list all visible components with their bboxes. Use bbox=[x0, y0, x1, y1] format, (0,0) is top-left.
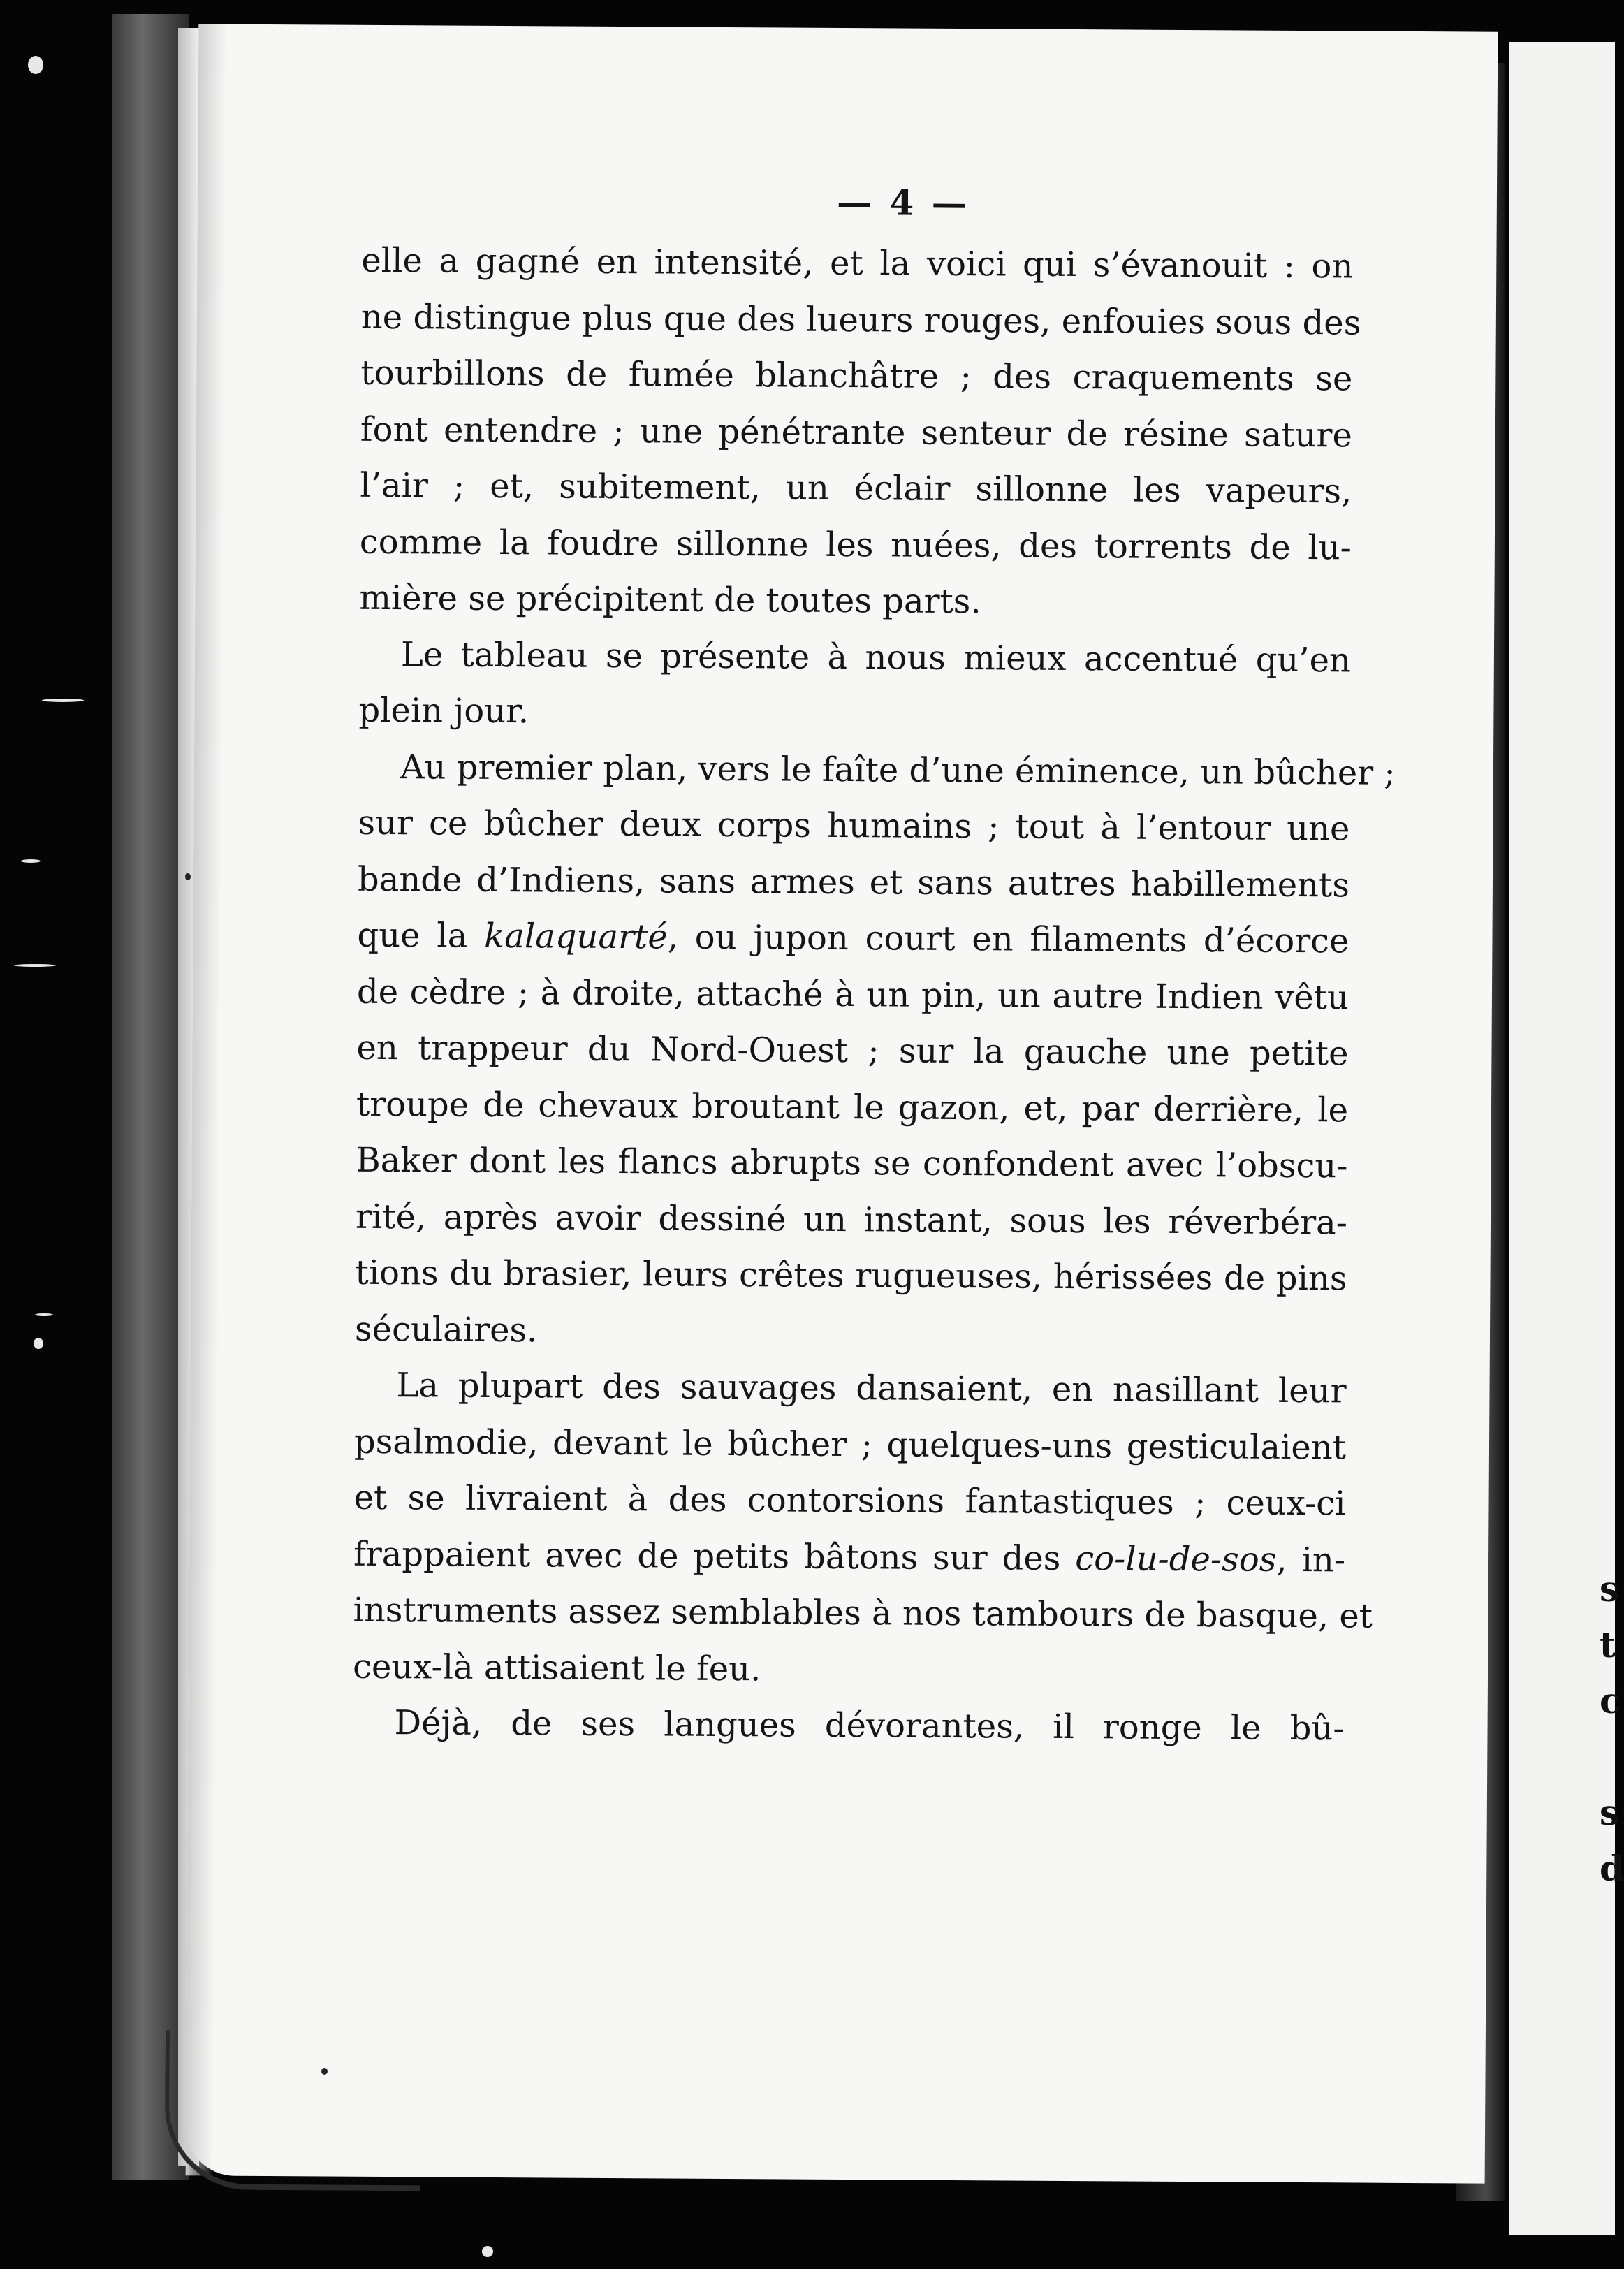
text-line: rité, après avoir dessiné un instant, sous les réverbéra- bbox=[355, 1197, 1348, 1242]
paragraph bbox=[354, 738, 1396, 1363]
next-page-fragment: s bbox=[1600, 1568, 1620, 1610]
text-line: ne distingue plus que des lueurs rouges, enfouies sous des bbox=[360, 297, 1361, 343]
text-line: instruments assez semblables à nos tambours de basque, et bbox=[353, 1590, 1373, 1636]
text-line-with-italic: frappaient avec de petits bâtons sur des co-lu-de-sos, in- bbox=[353, 1534, 1346, 1579]
text-line: de cèdre ; à droite, attaché à un pin, un autre Indien vêtu bbox=[356, 972, 1349, 1017]
next-page-fragment: d bbox=[1600, 1848, 1624, 1889]
paragraph bbox=[352, 1357, 1373, 1701]
text-line: en trappeur du Nord-Ouest ; sur la gauche une petite bbox=[356, 1028, 1349, 1074]
book-binding bbox=[112, 14, 189, 2180]
italic-term: co-lu-de-sos bbox=[1075, 1538, 1277, 1579]
paragraph bbox=[352, 1695, 1344, 1757]
text-line: elle a gagné en intensité, et la voici qui s’évanouit : on bbox=[361, 240, 1354, 286]
italic-term: kalaquarté bbox=[483, 916, 668, 957]
text-line: tions du brasier, leurs crêtes rugueuses, hérissées de pins bbox=[355, 1253, 1347, 1299]
next-page-sliver bbox=[1509, 42, 1615, 2235]
text-line: et se livraient à des contorsions fantastiques ; ceux-ci bbox=[353, 1478, 1346, 1524]
page-number: — 4 — bbox=[836, 181, 970, 224]
page-text bbox=[352, 179, 1396, 1757]
scan-speck bbox=[21, 859, 41, 863]
paragraph bbox=[359, 233, 1361, 632]
text-line: troupe de chevaux broutant le gazon, et, par derrière, le bbox=[356, 1084, 1349, 1130]
text-line: ceux-là attisaient le feu. bbox=[352, 1647, 761, 1688]
next-page-fragment: c bbox=[1600, 1680, 1621, 1721]
page-sheet bbox=[186, 24, 1498, 2183]
text-line: comme la foudre sillonne les nuées, des torrents de lu- bbox=[359, 522, 1352, 567]
text-line: l’air ; et, subitement, un éclair sillonne les vapeurs, bbox=[360, 465, 1352, 511]
text-line: plein jour. bbox=[358, 690, 529, 731]
scan-speck bbox=[14, 964, 56, 967]
scan-speck bbox=[35, 1313, 53, 1316]
scan-speck bbox=[321, 2068, 328, 2075]
text-line: Au premier plan, vers le faîte d’une éminence, un bûcher ; bbox=[400, 747, 1396, 793]
scan-speck bbox=[28, 56, 43, 74]
text-line: séculaires. bbox=[354, 1309, 538, 1350]
text-line: Baker dont les flancs abrupts se confondent avec l’obscu- bbox=[356, 1140, 1348, 1186]
text-line: bande d’Indiens, sans armes et sans autres habillements bbox=[357, 859, 1350, 905]
text-line: psalmodie, devant le bûcher ; quelques-uns gesticulaient bbox=[353, 1422, 1347, 1467]
scan-speck bbox=[482, 2246, 493, 2257]
text-line: sur ce bûcher deux corps humains ; tout à l’entour une bbox=[358, 803, 1350, 849]
paragraph bbox=[358, 626, 1351, 745]
scan-speck bbox=[42, 699, 84, 702]
text-line: Le tableau se présente à nous mieux accentué qu’en bbox=[400, 634, 1352, 680]
text-line: mière se précipitent de toutes parts. bbox=[359, 578, 981, 622]
text-line: tourbillons de fumée blanchâtre ; des craquements se bbox=[360, 353, 1353, 399]
scan-speck bbox=[34, 1338, 43, 1349]
page-corner-curl bbox=[164, 2030, 420, 2191]
text-line-with-italic: que la kalaquarté, ou jupon court en filaments d’écorce bbox=[357, 915, 1349, 961]
text-line: font entendre ; une pénétrante senteur de résine sature bbox=[360, 409, 1353, 455]
next-page-fragment: t bbox=[1600, 1624, 1616, 1665]
text-line: La plupart des sauvages dansaient, en nasillant leur bbox=[396, 1366, 1347, 1411]
next-page-fragment: s bbox=[1600, 1792, 1620, 1833]
scan-speck bbox=[185, 873, 191, 880]
text-line: Déjà, de ses langues dévorantes, il ronge le bû- bbox=[394, 1703, 1345, 1749]
